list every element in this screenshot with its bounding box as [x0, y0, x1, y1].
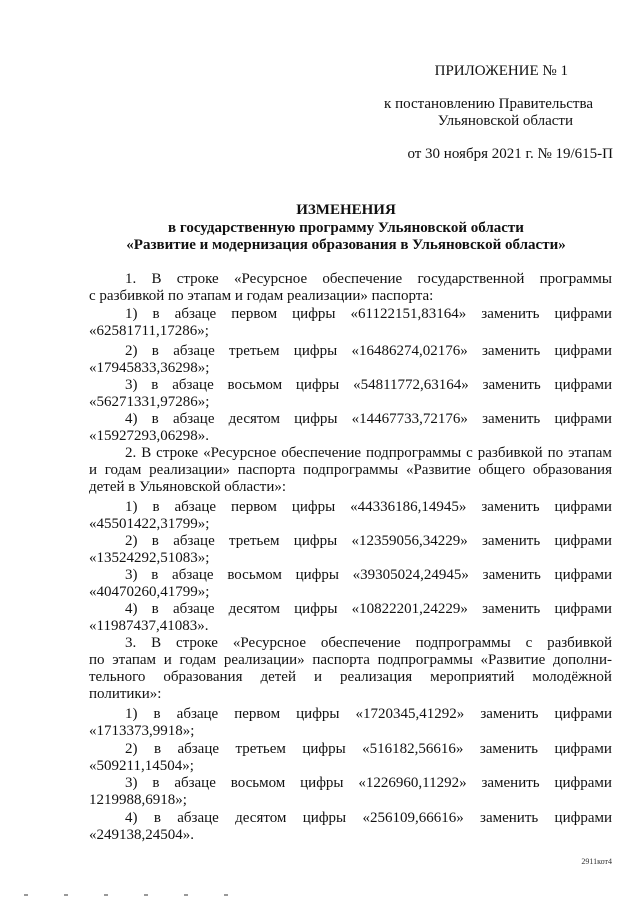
s1-item4-value: «15927293,06298». — [89, 428, 209, 444]
s1-paragraph-line2: с разбивкой по этапам и годам реализации» паспорта: — [89, 288, 434, 304]
word: заменить — [481, 306, 540, 322]
word: заменить — [480, 810, 539, 826]
word: в — [153, 706, 161, 722]
word: цифрами — [554, 567, 612, 583]
word: «1226960,11292» — [358, 775, 467, 791]
word: в — [151, 601, 159, 617]
word: паспорта — [237, 462, 296, 478]
word: «39305024,24945» — [352, 567, 469, 583]
word: абзаце — [176, 706, 219, 722]
word: в — [151, 533, 159, 549]
word: этапам — [568, 445, 612, 461]
scan-mark — [144, 894, 148, 896]
word: заменить — [482, 567, 541, 583]
word: общего — [478, 462, 526, 478]
word: «1720345,41292» — [355, 706, 465, 722]
scan-mark — [184, 894, 188, 896]
word: «Ресурсное — [203, 445, 277, 461]
word: «10822201,24229» — [351, 601, 468, 617]
word: цифрами — [554, 741, 612, 757]
word: цифрами — [554, 499, 612, 515]
word: цифры — [292, 306, 336, 322]
s3-item3-value: 1219988,6918»; — [89, 792, 187, 808]
word: подпрограммы — [377, 652, 473, 668]
word: абзаце — [172, 377, 214, 393]
word: цифры — [302, 810, 347, 826]
word: с — [525, 635, 533, 651]
word: заменить — [482, 343, 541, 359]
word: абзаце — [172, 411, 215, 427]
s1-item1 — [125, 305, 612, 323]
word: образования — [532, 462, 612, 478]
word: реализация — [339, 669, 413, 685]
word: этапам — [112, 652, 157, 668]
word: реализации» — [223, 652, 305, 668]
word: цифрами — [554, 601, 612, 617]
word: и — [163, 652, 172, 668]
word: восьмом — [227, 567, 282, 583]
word: В — [151, 635, 162, 651]
word: заменить — [482, 533, 541, 549]
word: третьем — [229, 343, 280, 359]
word: цифры — [291, 499, 336, 515]
word: государственной — [417, 271, 525, 287]
word: третьем — [229, 533, 280, 549]
word: «61122151,83164» — [350, 306, 467, 322]
word: «516182,56616» — [362, 741, 464, 757]
s2-item3 — [125, 566, 612, 584]
scan-mark — [224, 894, 228, 896]
word: обеспечение — [320, 635, 401, 651]
s3-item1-value: «1713373,9918»; — [89, 723, 195, 739]
s1-item1-value: «62581711,17286»; — [89, 323, 209, 339]
s2-item4 — [125, 600, 612, 618]
word: цифры — [294, 601, 338, 617]
appendix-ref-line2: Ульяновской области — [437, 113, 573, 129]
word: 3) — [125, 377, 138, 393]
word: цифры — [295, 377, 340, 393]
word: в — [152, 775, 160, 791]
word: цифрами — [554, 775, 612, 791]
word: «256109,66616» — [362, 810, 464, 826]
word: 1) — [125, 706, 138, 722]
word: с — [466, 445, 473, 461]
s2-item2 — [125, 532, 612, 550]
word: цифры — [295, 567, 339, 583]
word: цифрами — [554, 377, 612, 393]
word: абзаце — [172, 601, 215, 617]
word: в — [152, 306, 160, 322]
word: абзаце — [174, 306, 217, 322]
s3-paragraph-line3 — [89, 668, 612, 686]
word: строке — [175, 635, 218, 651]
s2-item1 — [125, 498, 612, 516]
appendix-ref-line1: к постановлению Правительства — [384, 96, 593, 112]
doc-subtitle-line1: в государственную программу Ульяновской области — [168, 220, 524, 236]
word: цифры — [300, 775, 344, 791]
word: цифрами — [554, 810, 612, 826]
word: цифры — [293, 343, 338, 359]
word: 1. — [125, 271, 137, 287]
word: в — [151, 567, 159, 583]
word: заменить — [481, 499, 540, 515]
word: мероприятий — [430, 669, 515, 685]
s3-paragraph-line1 — [125, 634, 612, 652]
doc-subtitle-line2: «Развитие и модернизация образования в Ульяновской области» — [126, 237, 566, 253]
word: «14467733,72176» — [351, 411, 468, 427]
word: абзаце — [177, 810, 219, 826]
word: цифры — [296, 706, 340, 722]
word: и — [89, 462, 98, 478]
word: цифры — [293, 533, 338, 549]
word: «Ресурсное — [232, 635, 306, 651]
s3-paragraph-line4: политики»: — [89, 686, 162, 702]
word: паспорта — [312, 652, 370, 668]
s3-item3 — [125, 774, 612, 792]
word: в — [151, 411, 159, 427]
s1-item3 — [125, 376, 612, 394]
word: десятом — [228, 411, 280, 427]
word: заменить — [479, 741, 539, 757]
word: 3) — [125, 567, 138, 583]
s3-item4-value: «249138,24504». — [89, 827, 194, 843]
appendix-number: ПРИЛОЖЕНИЕ № 1 — [434, 63, 568, 79]
word: строке — [156, 445, 199, 461]
word: «Развитие — [480, 652, 546, 668]
s3-item4 — [125, 809, 612, 827]
word: первом — [234, 706, 281, 722]
scan-mark — [104, 894, 108, 896]
word: заменить — [480, 706, 539, 722]
word: 1) — [125, 499, 138, 515]
word: абзаце — [174, 499, 217, 515]
word: «54811772,63164» — [353, 377, 469, 393]
word: 2) — [125, 533, 138, 549]
word: реализации» — [149, 462, 230, 478]
word: цифрами — [554, 343, 612, 359]
word: «Развитие — [405, 462, 471, 478]
word: заменить — [481, 775, 540, 791]
word: «12359056,34229» — [351, 533, 468, 549]
word: восьмом — [227, 377, 283, 393]
word: восьмом — [230, 775, 286, 791]
word: «44336186,14945» — [350, 499, 467, 515]
word: подпрограммы — [415, 635, 511, 651]
s1-paragraph-line1 — [125, 270, 612, 288]
word: первом — [231, 306, 278, 322]
word: разбивкой — [477, 445, 543, 461]
word: 4) — [125, 810, 138, 826]
s1-item2 — [125, 342, 612, 360]
word: подпрограммы — [366, 445, 462, 461]
word: десятом — [235, 810, 287, 826]
word: по — [547, 445, 564, 461]
word: первом — [231, 499, 277, 515]
word: заменить — [482, 601, 541, 617]
word: обеспечение — [281, 445, 362, 461]
word: программы — [539, 271, 612, 287]
s2-item2-value: «13524292,51083»; — [89, 550, 210, 566]
s1-item3-value: «56271331,97286»; — [89, 394, 210, 410]
word: в — [151, 343, 159, 359]
word: абзаце — [173, 533, 215, 549]
word: десятом — [228, 601, 280, 617]
word: дополни- — [552, 652, 612, 668]
word: цифрами — [554, 533, 612, 549]
word: обеспечение — [322, 271, 403, 287]
word: 2) — [125, 741, 138, 757]
s2-item4-value: «11987437,41083». — [89, 618, 209, 634]
scan-mark — [24, 894, 28, 896]
word: 2) — [125, 343, 138, 359]
s2-item1-value: «45501422,31799»; — [89, 516, 210, 532]
word: В — [151, 271, 162, 287]
scan-mark — [64, 894, 68, 896]
word: «16486274,02176» — [351, 343, 468, 359]
s3-paragraph-line2 — [89, 651, 612, 669]
word: заменить — [482, 377, 541, 393]
word: абзаце — [173, 343, 215, 359]
word: в — [151, 377, 159, 393]
word: цифры — [302, 741, 346, 757]
word: «Ресурсное — [233, 271, 308, 287]
word: 3. — [125, 635, 137, 651]
word: годам — [179, 652, 217, 668]
word: абзаце — [177, 741, 220, 757]
doc-title: ИЗМЕНЕНИЯ — [296, 202, 396, 218]
document-code: 2911кот4 — [581, 857, 612, 866]
word: образования — [163, 669, 243, 685]
word: разбивкой — [547, 635, 612, 651]
word: подпрограммы — [303, 462, 399, 478]
s1-item2-value: «17945833,36298»; — [89, 360, 210, 376]
word: и — [313, 669, 322, 685]
word: цифры — [294, 411, 338, 427]
s3-item2-value: «509211,14504»; — [89, 758, 194, 774]
word: 1) — [125, 306, 138, 322]
word: цифрами — [554, 306, 612, 322]
word: В — [141, 445, 152, 461]
word: тельного — [89, 669, 146, 685]
word: по — [89, 652, 105, 668]
s3-item1 — [125, 705, 612, 723]
s1-item4 — [125, 410, 612, 428]
appendix-date: от 30 ноября 2021 г. № 19/615-П — [407, 146, 613, 162]
word: в — [152, 499, 160, 515]
s2-item3-value: «40470260,41799»; — [89, 584, 210, 600]
s2-paragraph-line2 — [89, 461, 612, 479]
word: годам — [104, 462, 142, 478]
scan-edge-marks — [0, 892, 640, 898]
word: абзаце — [172, 567, 214, 583]
word: абзаце — [174, 775, 216, 791]
word: в — [153, 810, 161, 826]
word: 4) — [125, 411, 138, 427]
word: строке — [176, 271, 219, 287]
word: детей — [260, 669, 296, 685]
word: 3) — [125, 775, 138, 791]
word: заменить — [482, 411, 541, 427]
s3-item2 — [125, 740, 612, 758]
word: молодёжной — [532, 669, 612, 685]
word: цифрами — [554, 706, 612, 722]
word: третьем — [235, 741, 286, 757]
word: 2. — [125, 445, 137, 461]
word: 4) — [125, 601, 138, 617]
s2-paragraph-line3: детей в Ульяновской области»: — [89, 479, 287, 495]
word: в — [153, 741, 162, 757]
word: цифрами — [554, 411, 612, 427]
s2-paragraph-line1 — [125, 444, 612, 462]
